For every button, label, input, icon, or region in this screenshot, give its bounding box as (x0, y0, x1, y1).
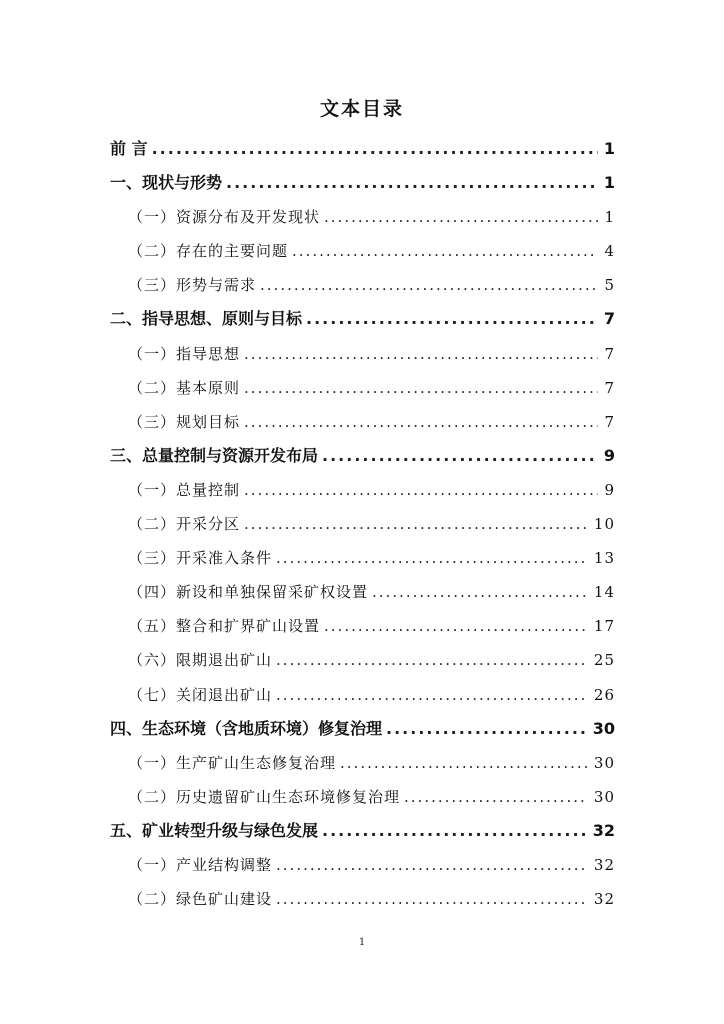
toc-section-entry[interactable] (110, 712, 615, 746)
toc-dot-leader (276, 882, 588, 916)
toc-subsection-entry[interactable] (110, 405, 615, 439)
toc-entry-page: 7 (604, 344, 615, 363)
toc-dot-leader (276, 848, 588, 882)
toc-dot-leader (244, 371, 598, 405)
toc-entry-label: （二）历史遗留矿山生态环境修复治理 (128, 787, 401, 806)
toc-entry-page: 14 (593, 583, 615, 602)
toc-dot-leader (244, 473, 598, 507)
toc-entry-label: （一）指导思想 (128, 344, 241, 363)
toc-subsection-entry[interactable] (110, 541, 615, 575)
toc-subsection-entry[interactable] (110, 473, 615, 507)
toc-dot-leader (276, 678, 588, 712)
toc-entry-label: （一）产业结构调整 (128, 855, 273, 874)
toc-entry-page: 26 (593, 685, 615, 704)
toc-subsection-entry[interactable] (110, 678, 615, 712)
toc-entry-page: 32 (593, 855, 615, 874)
toc-subsection-entry[interactable] (110, 848, 615, 882)
toc-entry-label: （一）总量控制 (128, 480, 241, 499)
toc-dot-leader (276, 643, 588, 677)
toc-section-entry[interactable] (110, 302, 615, 336)
toc-entry-page: 32 (592, 820, 615, 840)
toc-entry-label: 前 言 (110, 139, 148, 158)
toc-section-entry[interactable] (110, 814, 615, 848)
toc-entry-page: 4 (604, 242, 615, 261)
toc-dot-leader (244, 507, 588, 541)
toc-entry-label: 五、矿业转型升级与绿色发展 (110, 820, 319, 840)
toc-section-entry[interactable] (110, 439, 615, 473)
toc-dot-leader (324, 200, 598, 234)
toc-entry-page: 9 (604, 480, 615, 499)
toc-entry-label: （七）关闭退出矿山 (128, 685, 273, 704)
toc-entry-label: （三）形势与需求 (128, 276, 257, 295)
toc-dot-leader (260, 268, 598, 302)
toc-dot-leader (372, 575, 588, 609)
toc-entry-page: 5 (604, 276, 615, 295)
toc-subsection-entry[interactable] (110, 609, 615, 643)
toc-entry-label: （一）资源分布及开发现状 (128, 208, 321, 227)
toc-entry-page: 17 (593, 617, 615, 636)
toc-entry-label: （三）开采准入条件 (128, 549, 273, 568)
toc-entry-page: 1 (603, 173, 615, 193)
toc-entry-page: 10 (593, 515, 615, 534)
toc-dot-leader (322, 814, 587, 848)
toc-subsection-entry[interactable] (110, 337, 615, 371)
toc-entry-page: 32 (593, 890, 615, 909)
toc-subsection-entry[interactable] (110, 371, 615, 405)
toc-entry-label: （二）存在的主要问题 (128, 242, 289, 261)
toc-dot-leader (244, 337, 598, 371)
toc-subsection-entry[interactable] (110, 268, 615, 302)
toc-subsection-entry[interactable] (110, 507, 615, 541)
toc-entry-page: 7 (604, 412, 615, 431)
toc-entry-page: 7 (603, 309, 615, 329)
toc-dot-leader (226, 166, 598, 200)
toc-dot-leader (386, 712, 587, 746)
toc-entry-page: 7 (604, 378, 615, 397)
toc-entry-page: 25 (593, 651, 615, 670)
toc-dot-leader (340, 746, 588, 780)
toc-entry-label: （三）规划目标 (128, 412, 241, 431)
toc-entry-page: 30 (593, 787, 615, 806)
toc-entry-label: 一、现状与形势 (110, 173, 223, 193)
toc-entry-label: 四、生态环境（含地质环境）修复治理 (110, 718, 383, 738)
toc-entry-page: 1 (603, 139, 615, 158)
toc-subsection-entry[interactable] (110, 643, 615, 677)
toc-entry-label: （二）基本原则 (128, 378, 241, 397)
toc-entry-label: （一）生产矿山生态修复治理 (128, 753, 337, 772)
toc-entry-label: 二、指导思想、原则与目标 (110, 309, 303, 329)
toc-entry-label: 三、总量控制与资源开发布局 (110, 445, 319, 465)
table-of-contents (110, 132, 615, 916)
toc-dot-leader (306, 302, 598, 336)
page-title: 文本目录 (319, 98, 404, 120)
toc-subsection-entry[interactable] (110, 746, 615, 780)
toc-subsection-entry[interactable] (110, 882, 615, 916)
toc-subsection-entry[interactable] (110, 234, 615, 268)
page-number: 1 (358, 937, 366, 948)
toc-entry-label: （二）绿色矿山建设 (128, 890, 273, 909)
toc-section-entry[interactable] (110, 132, 615, 166)
toc-dot-leader (244, 405, 598, 439)
toc-entry-label: （六）限期退出矿山 (128, 651, 273, 670)
toc-entry-page: 1 (604, 208, 615, 227)
toc-dot-leader (322, 439, 598, 473)
toc-subsection-entry[interactable] (110, 780, 615, 814)
toc-dot-leader (404, 780, 588, 814)
toc-entry-label: （五）整合和扩界矿山设置 (128, 617, 321, 636)
toc-entry-label: （二）开采分区 (128, 515, 241, 534)
toc-entry-page: 30 (592, 718, 615, 738)
toc-entry-page: 13 (593, 549, 615, 568)
toc-entry-page: 30 (593, 753, 615, 772)
toc-entry-label: （四）新设和单独保留采矿权设置 (128, 583, 369, 602)
toc-dot-leader (276, 541, 588, 575)
toc-subsection-entry[interactable] (110, 575, 615, 609)
toc-entry-page: 9 (603, 445, 615, 465)
toc-subsection-entry[interactable] (110, 200, 615, 234)
toc-section-entry[interactable] (110, 166, 615, 200)
toc-dot-leader (152, 132, 598, 166)
toc-dot-leader (324, 609, 588, 643)
toc-dot-leader (292, 234, 598, 268)
